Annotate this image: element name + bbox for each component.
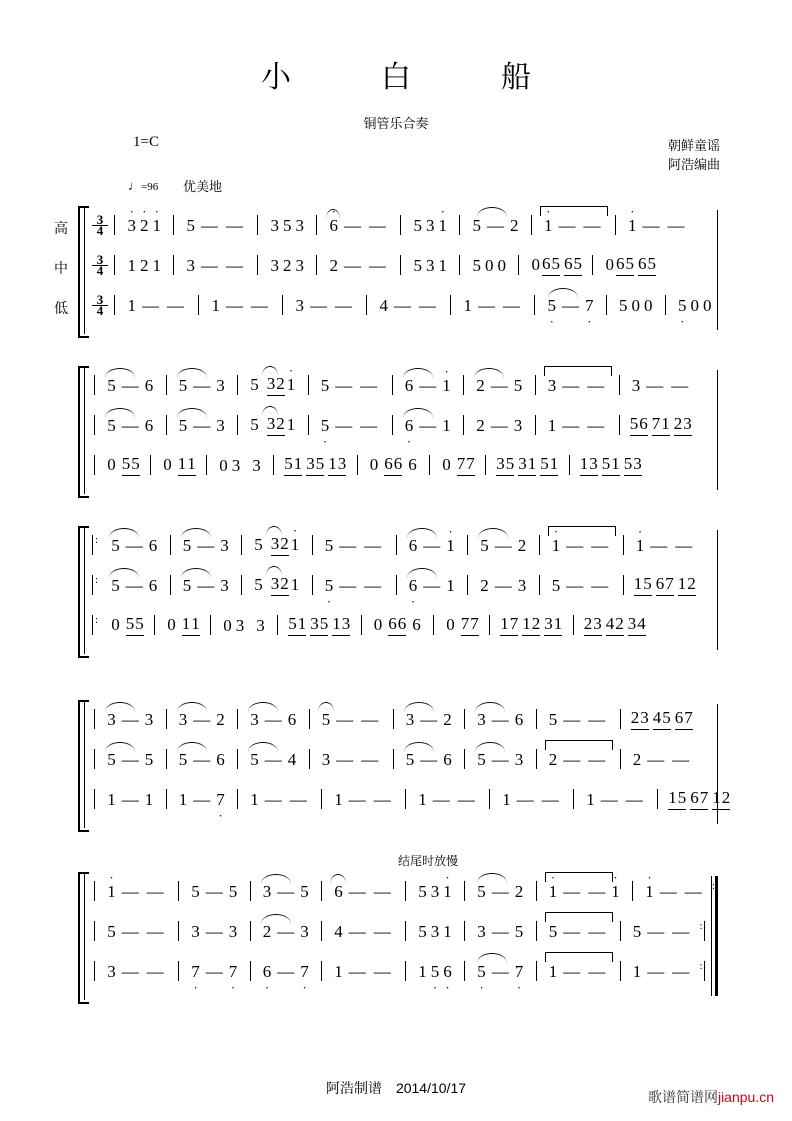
- system-brace-inner: [84, 206, 85, 334]
- staff-row-mid: $\frac{3}{4}$ 1 2 1 3 — — 3 2 3 2 — — 5 3 1 5 0 0 0 65 65 0 65 65: [92, 254, 718, 288]
- part-label-high: 高: [54, 220, 68, 236]
- staff-row-mid: : 5 — 6 5 — 3 5 32 1 · 5 — — · 6 — 1 2 — 3 5 — — 15 67 12: [92, 574, 718, 608]
- staff-row-high: : 5 — 6 5 — 3 5 32 · 1 5 — — 6 — · 1 5 — 2 · 1 — — · 1 — —: [92, 534, 718, 568]
- system-1: [54, 203, 718, 334]
- system-4: [78, 700, 731, 828]
- staff-row-mid: 5 — 6 5 — 3 5 32 1 · 5 — — · 6 — 1 2 — 3 1 — — 56 71 23: [92, 414, 718, 448]
- system-brace-inner: [84, 526, 85, 654]
- staff-row-low: $\frac{3}{4}$ 1 — — 1 — — 3 — — 4 — — 1 — — · 5 — · 7 5 0 0 · 5 0 0: [92, 294, 718, 328]
- staff-row-high: $\frac{3}{4}$ · 3 · 2 · 1 5 — — 3 5 3 · 6 — — 5 3 · 1 5 — 2 · 1 — — · 1 — —: [92, 214, 718, 248]
- quarter-note-icon: ♩: [128, 178, 141, 193]
- staff-row-high: 3 — 3 3 — 2 3 — 6 5 — — 3 — 2 3 — 6 5 — — 23 45 67: [92, 708, 718, 742]
- watermark: [648, 1087, 774, 1107]
- system-3: [78, 523, 718, 654]
- system-brace-inner: [84, 700, 85, 828]
- system-brace-inner: [84, 366, 85, 494]
- part-label-mid: 中: [54, 260, 68, 276]
- staff-row-mid: 5 — 5 5 — 6 5 — 4 3 — — 5 — 6 5 — 3 2 — — 2 — —: [92, 748, 718, 782]
- system-5: [78, 869, 718, 1000]
- repeat-end-icon: :: [704, 961, 711, 981]
- repeat-start-icon: :: [92, 575, 99, 595]
- staff-row-mid: 5 — — 3 — 3 2 — 3 4 — — 5 3 1 3 — 5 5 — — 5 — — :: [92, 920, 718, 954]
- repeat-end-icon: :: [704, 921, 711, 941]
- tempo-marking: [128, 178, 158, 194]
- watermark-text: 歌谱简谱网: [647, 1089, 718, 1105]
- repeat-end-icon: :: [716, 881, 723, 901]
- staff-row-low: 1 — 1 1 — · 7 1 — — 1 — — 1 — — 1 — — 1 — — 15 67 12: [92, 788, 718, 822]
- expression-marking: 优美地: [183, 179, 223, 194]
- repeat-start-icon: :: [92, 535, 99, 555]
- rit-marking: 结尾时放慢: [398, 854, 459, 868]
- staff-row-low: : 0 55 0 11 0 3 3 51 35 13 0 66 6 0 77 17 12 31 23 42 34: [92, 614, 718, 648]
- credit-line-2: 阿浩编曲: [667, 157, 720, 172]
- part-label-low: 低: [54, 300, 68, 316]
- key-signature: 1=C: [133, 134, 159, 150]
- watermark-site: jianpu.cn: [717, 1089, 774, 1105]
- footer-date: 2014/10/17: [395, 1080, 467, 1096]
- footer-author: 阿浩制谱: [325, 1080, 382, 1096]
- credits: [668, 136, 720, 174]
- staff-row-low: 3 — — · 7 — · 7 · 6 — · 7 1 — — 1 · 5 · 6 · 5 — · 7 1 — — 1 — — :: [92, 960, 718, 994]
- staff-row-low: 0 55 0 11 0 3 3 51 35 13 0 66 6 0 77 35 31 51 13 51 53: [92, 454, 718, 488]
- system-2: [78, 363, 718, 494]
- subtitle: 铜管乐合奏: [363, 116, 429, 131]
- staff-row-high: 5 — 6 5 — 3 5 32 · 1 5 — — 6 — · 1 2 — 5 3 — — 3 — —: [92, 374, 718, 408]
- system-brace-inner: [84, 872, 85, 1000]
- tempo-bpm: =96: [141, 181, 159, 193]
- page-title: 小 白 船: [261, 61, 561, 94]
- time-signature: $\frac{3}{4}$: [92, 255, 108, 276]
- measure: · 3 · 2 · 1: [127, 203, 161, 235]
- time-signature: $\frac{3}{4}$: [92, 215, 108, 236]
- time-signature: $\frac{3}{4}$: [92, 295, 108, 316]
- credit-line-1: 朝鲜童谣: [667, 138, 720, 153]
- repeat-start-icon: :: [92, 615, 99, 635]
- staff-row-high: · 1 — — 5 — 5 3 — 5 6 — — 5 3 · 1 5 — 2 · 1 — — · 1 · 1 — — :: [92, 880, 718, 914]
